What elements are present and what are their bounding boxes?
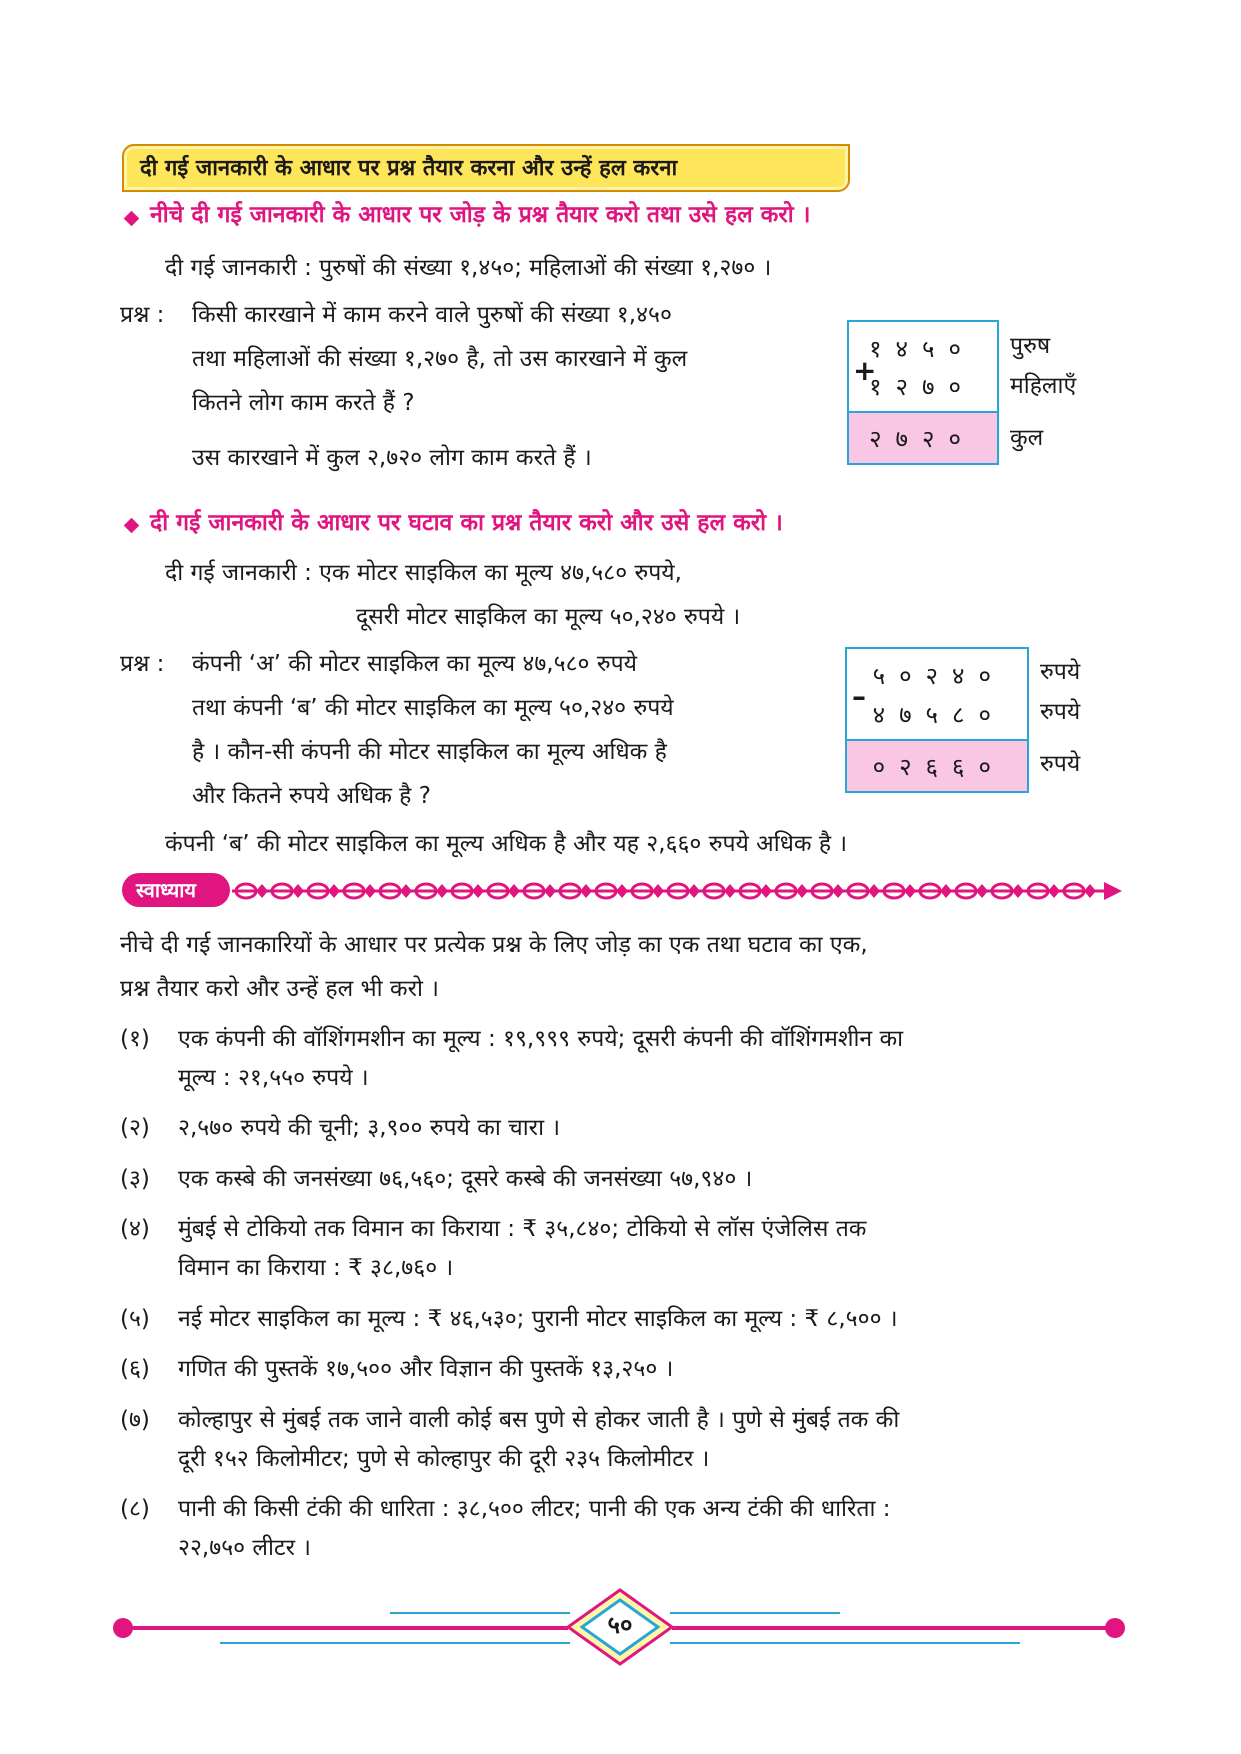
item-number: (२) bbox=[120, 1115, 150, 1141]
calc-row2: ४७५८० bbox=[872, 701, 1005, 729]
addition-calc-box bbox=[847, 320, 999, 465]
item-text: नई मोटर साइकिल का मूल्य : ₹ ४६,५३०; पुरानी मोटर साइकिल का मूल्य : ₹ ८,५०० । bbox=[178, 1306, 898, 1332]
minus-sign: – bbox=[852, 680, 866, 713]
item-text: कोल्हापुर से मुंबई तक जाने वाली कोई बस पुणे से होकर जाती है । पुणे से मुंबई तक की bbox=[178, 1407, 900, 1433]
item-text: पानी की किसी टंकी की धारिता : ३८,५०० लीटर; पानी की एक अन्य टंकी की धारिता : bbox=[178, 1496, 891, 1522]
addition-instruction: नीचे दी गई जानकारी के आधार पर जोड़ के प्रश्न तैयार करो तथा उसे हल करो । bbox=[150, 202, 811, 228]
footer-thin-line bbox=[670, 1642, 1020, 1644]
chain-border-icon bbox=[232, 874, 1122, 908]
item-number: (५) bbox=[120, 1306, 150, 1332]
subtraction-question-line: कंपनी ‘अ’ की मोटर साइकिल का मूल्य ४७,५८० रुपये bbox=[192, 651, 637, 677]
item-text: एक कंपनी की वॉशिंगमशीन का मूल्य : १९,९९९ रुपये; दूसरी कंपनी की वॉशिंगमशीन का bbox=[178, 1026, 904, 1052]
calc-row1-label: पुरुष bbox=[1010, 333, 1051, 359]
calc-result-row bbox=[847, 739, 1027, 791]
addition-question-line: किसी कारखाने में काम करने वाले पुरुषों की संख्या १,४५० bbox=[192, 302, 672, 328]
item-text: विमान का किराया : ₹ ३८,७६० । bbox=[178, 1255, 454, 1281]
item-number: (३) bbox=[120, 1166, 150, 1192]
footer-line-left bbox=[128, 1626, 568, 1630]
addition-answer: उस कारखाने में कुल २,७२० लोग काम करते हैं । bbox=[192, 445, 592, 471]
subtraction-question-line: है । कौन-सी कंपनी की मोटर साइकिल का मूल्य अधिक है bbox=[192, 739, 667, 765]
subtraction-calc-box bbox=[845, 647, 1029, 793]
calc-result-label: कुल bbox=[1010, 425, 1044, 451]
footer-thin-line bbox=[220, 1642, 570, 1644]
bullet-icon bbox=[124, 518, 140, 534]
subtraction-given-line1: दी गई जानकारी : एक मोटर साइकिल का मूल्य ४७,५८० रुपये, bbox=[165, 560, 682, 586]
exercise-badge bbox=[122, 873, 230, 907]
item-number: (४) bbox=[120, 1216, 150, 1242]
calc-row1: १४५० bbox=[869, 335, 975, 363]
subtraction-given-line2: दूसरी मोटर साइकिल का मूल्य ५०,२४० रुपये । bbox=[356, 604, 741, 630]
calc-row2-label: रुपये bbox=[1040, 699, 1081, 725]
item-number: (८) bbox=[120, 1496, 150, 1522]
subtraction-question-label: प्रश्न : bbox=[120, 651, 165, 677]
footer-thin-line bbox=[670, 1612, 840, 1614]
page-number: ५० bbox=[607, 1611, 633, 1639]
section-title-box bbox=[122, 144, 850, 192]
item-text: एक कस्बे की जनसंख्या ७६,५६०; दूसरे कस्बे की जनसंख्या ५७,९४० । bbox=[178, 1166, 753, 1192]
calc-result-row bbox=[849, 411, 997, 463]
subtraction-question-line: और कितने रुपये अधिक है ? bbox=[192, 783, 431, 809]
calc-row2: १२७० bbox=[869, 373, 975, 401]
addition-question-line: तथा महिलाओं की संख्या १,२७० है, तो उस कारखाने में कुल bbox=[192, 346, 688, 372]
subtraction-answer: कंपनी ‘ब’ की मोटर साइकिल का मूल्य अधिक है और यह २,६६० रुपये अधिक है । bbox=[165, 831, 848, 857]
exercise-intro-line: नीचे दी गई जानकारियों के आधार पर प्रत्येक प्रश्न के लिए जोड़ का एक तथा घटाव का एक, bbox=[120, 932, 868, 958]
addition-question-label: प्रश्न : bbox=[120, 302, 165, 328]
subtraction-instruction: दी गई जानकारी के आधार पर घटाव का प्रश्न तैयार करो और उसे हल करो । bbox=[150, 510, 783, 536]
item-text: गणित की पुस्तकें १७,५०० और विज्ञान की पुस्तकें १३,२५० । bbox=[178, 1356, 674, 1382]
calc-row1-label: रुपये bbox=[1040, 659, 1081, 685]
calc-result: ०२६६० bbox=[872, 753, 1005, 781]
item-number: (७) bbox=[120, 1407, 150, 1433]
footer-line-right bbox=[672, 1626, 1112, 1630]
footer-thin-line bbox=[390, 1612, 570, 1614]
exercise-intro-line: प्रश्न तैयार करो और उन्हें हल भी करो । bbox=[120, 976, 439, 1002]
item-text: २,५७० रुपये की चूनी; ३,९०० रुपये का चारा । bbox=[178, 1115, 561, 1141]
item-text: दूरी १५२ किलोमीटर; पुणे से कोल्हापुर की दूरी २३५ किलोमीटर । bbox=[178, 1446, 710, 1472]
subtraction-question-line: तथा कंपनी ‘ब’ की मोटर साइकिल का मूल्य ५०,२४० रुपये bbox=[192, 695, 674, 721]
calc-result-label: रुपये bbox=[1040, 751, 1081, 777]
bullet-icon bbox=[124, 211, 140, 227]
section-title: दी गई जानकारी के आधार पर प्रश्न तैयार करना और उन्हें हल करना bbox=[140, 156, 678, 181]
item-text: मूल्य : २१,५५० रुपये । bbox=[178, 1065, 369, 1091]
item-text: २२,७५० लीटर । bbox=[178, 1535, 312, 1561]
item-text: मुंबई से टोकियो तक विमान का किराया : ₹ ३५,८४०; टोकियो से लॉस एंजेलिस तक bbox=[178, 1216, 867, 1242]
exercise-badge-label: स्वाध्याय bbox=[136, 878, 196, 902]
plus-sign: + bbox=[853, 354, 877, 387]
item-number: (६) bbox=[120, 1356, 150, 1382]
addition-given: दी गई जानकारी : पुरुषों की संख्या १,४५०; महिलाओं की संख्या १,२७० । bbox=[165, 255, 772, 281]
addition-question-line: कितने लोग काम करते हैं ? bbox=[192, 390, 415, 416]
item-number: (१) bbox=[120, 1026, 150, 1052]
calc-row1: ५०२४० bbox=[872, 662, 1005, 690]
calc-row2-label: महिलाएँ bbox=[1010, 373, 1077, 399]
calc-result: २७२० bbox=[869, 425, 975, 453]
